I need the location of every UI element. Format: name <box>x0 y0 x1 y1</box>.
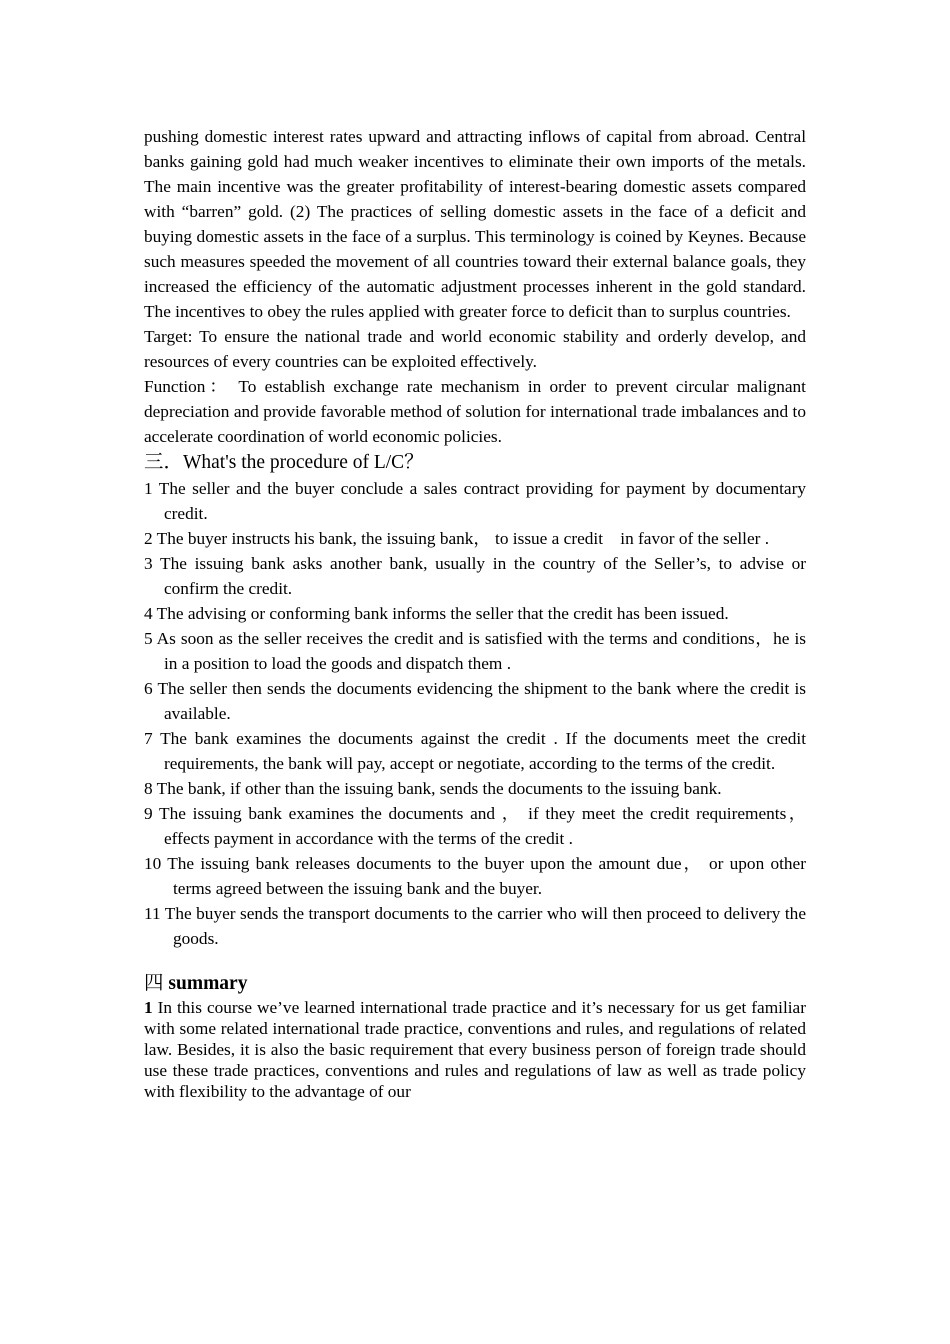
lc-procedure-heading: 三．What's the procedure of L/C？ <box>144 452 424 473</box>
function-paragraph: Function： To establish exchange rate mechanism in order to prevent circular malignant depreciation and provide favorable method of solution for international trade imbalances and to accelerate coordination of world economic policies. <box>144 377 806 446</box>
list-item: 7 The bank examines the documents against the credit . If the documents meet the credit requirements, the bank will pay, accept or negotiate, according to the terms of the credit. <box>144 729 806 773</box>
summary-point-text: In this course we’ve learned international trade practice and it’s necessary for us get familiar with some related international trade practice, conventions and rules, and regulations of related law. Besides, it is also the basic requirement that every business person of foreign trade should use these trade practices, conventions and rules and regulations of law as well as trade policy with flexibility to the advantage of our <box>144 998 806 1101</box>
list-item: 3 The issuing bank asks another bank, usually in the country of the Seller’s, to advise or confirm the credit. <box>144 554 806 598</box>
list-item: 4 The advising or conforming bank informs the seller that the credit has been issued. <box>144 604 729 623</box>
list-item: 6 The seller then sends the documents evidencing the shipment to the bank where the credit is available. <box>144 679 806 723</box>
spacer <box>144 951 806 971</box>
summary-paragraph <box>144 997 806 1102</box>
document-page <box>144 124 806 1102</box>
summary-heading-text: summary <box>168 973 248 994</box>
summary-point-number: 1 <box>144 998 153 1017</box>
list-item: 2 The buyer instructs his bank, the issuing bank， to issue a credit in favor of the seller . <box>144 529 770 548</box>
target-paragraph: Target: To ensure the national trade and world economic stability and orderly develop, and resources of every countries can be exploited effectively. <box>144 327 806 371</box>
list-item: 1 The seller and the buyer conclude a sales contract providing for payment by documentary credit. <box>144 479 806 523</box>
list-item: 10 The issuing bank releases documents to the buyer upon the amount due， or upon other terms agreed between the issuing bank and the buyer. <box>144 854 806 898</box>
list-item: 11 The buyer sends the transport documents to the carrier who will then proceed to delivery the goods. <box>144 904 806 948</box>
summary-heading-prefix: 四 <box>144 973 164 994</box>
list-item: 9 The issuing bank examines the documents and ， if they meet the credit requirements，effects payment in accordance with the terms of the credit . <box>144 804 806 848</box>
list-item: 8 The bank, if other than the issuing bank, sends the documents to the issuing bank. <box>144 779 722 798</box>
list-item: 5 As soon as the seller receives the credit and is satisfied with the terms and conditions，he is in a position to load the goods and dispatch them . <box>144 629 806 673</box>
gold-standard-paragraph: pushing domestic interest rates upward and attracting inflows of capital from abroad. Central banks gaining gold had much weaker incentives to eliminate their own imports of the metals. The main incentive was the greater profitability of interest-bearing domestic assets compared with “barren” gold. (2) The practices of selling domestic assets in the face of a deficit and buying domestic assets in the face of a surplus. This terminology is coined by Keynes. Because such measures speeded the movement of all countries toward their external balance goals, they increased the efficiency of the automatic adjustment processes inherent in the gold standard. The incentives to obey the rules applied with greater force to deficit than to surplus countries. <box>144 127 806 321</box>
summary-heading <box>144 971 806 997</box>
lc-procedure-list <box>144 476 806 951</box>
